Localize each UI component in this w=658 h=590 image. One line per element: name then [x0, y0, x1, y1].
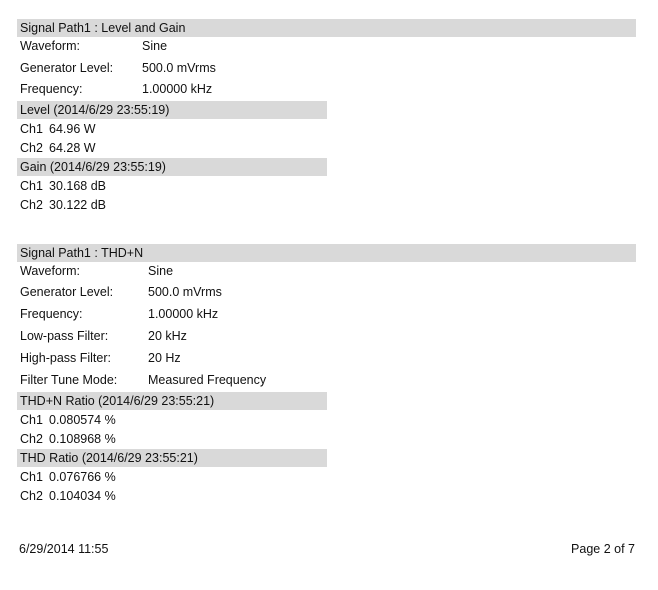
setting-label: Filter Tune Mode:: [20, 373, 118, 387]
gain-ch2-row: [20, 197, 106, 213]
channel-name: Ch2: [20, 141, 43, 155]
thdn-subheader: THD+N Ratio (2014/6/29 23:55:21): [17, 392, 327, 410]
channel-value: 0.076766 %: [49, 470, 116, 484]
channel-name: Ch1: [20, 413, 43, 427]
thd-ch2-row: [20, 488, 116, 504]
gain-subheader: Gain (2014/6/29 23:55:19): [17, 158, 327, 176]
channel-name: Ch1: [20, 122, 43, 136]
level-ch1-row: [20, 121, 96, 137]
channel-name: Ch2: [20, 432, 43, 446]
setting-label: High-pass Filter:: [20, 351, 111, 365]
setting-value: 1.00000 kHz: [142, 82, 213, 96]
thd-ch1-row: [20, 469, 116, 485]
setting-value: 20 Hz: [148, 351, 181, 365]
channel-value: 30.122 dB: [49, 198, 106, 212]
thdn-ch2-row: [20, 431, 116, 447]
setting-value: Measured Frequency: [148, 373, 267, 387]
channel-value: 0.104034 %: [49, 489, 116, 503]
setting-label: Generator Level:: [20, 61, 114, 75]
channel-name: Ch2: [20, 198, 43, 212]
channel-name: Ch1: [20, 470, 43, 484]
channel-value: 64.28 W: [49, 141, 96, 155]
footer-date: 6/29/2014 11:55: [19, 542, 109, 556]
footer-page-number: Page 2 of 7: [571, 542, 635, 556]
setting-value: 500.0 mVrms: [148, 285, 222, 299]
thd-subheader: THD Ratio (2014/6/29 23:55:21): [17, 449, 327, 467]
setting-value: 20 kHz: [148, 329, 187, 343]
setting-value: 500.0 mVrms: [142, 61, 216, 75]
channel-value: 0.080574 %: [49, 413, 116, 427]
setting-label: Waveform:: [20, 264, 80, 278]
channel-name: Ch2: [20, 489, 43, 503]
channel-value: 30.168 dB: [49, 179, 106, 193]
section1-header: Signal Path1 : Level and Gain: [17, 19, 636, 37]
setting-label: Frequency:: [20, 307, 83, 321]
channel-name: Ch1: [20, 179, 43, 193]
setting-label: Waveform:: [20, 39, 80, 53]
thdn-ch1-row: [20, 412, 116, 428]
setting-value: 1.00000 kHz: [148, 307, 219, 321]
section2-header: Signal Path1 : THD+N: [17, 244, 636, 262]
level-subheader: Level (2014/6/29 23:55:19): [17, 101, 327, 119]
setting-label: Generator Level:: [20, 285, 114, 299]
setting-label: Frequency:: [20, 82, 83, 96]
gain-ch1-row: [20, 178, 106, 194]
setting-value: Sine: [142, 39, 168, 53]
channel-value: 64.96 W: [49, 122, 96, 136]
setting-label: Low-pass Filter:: [20, 329, 109, 343]
channel-value: 0.108968 %: [49, 432, 116, 446]
level-ch2-row: [20, 140, 96, 156]
setting-value: Sine: [148, 264, 174, 278]
